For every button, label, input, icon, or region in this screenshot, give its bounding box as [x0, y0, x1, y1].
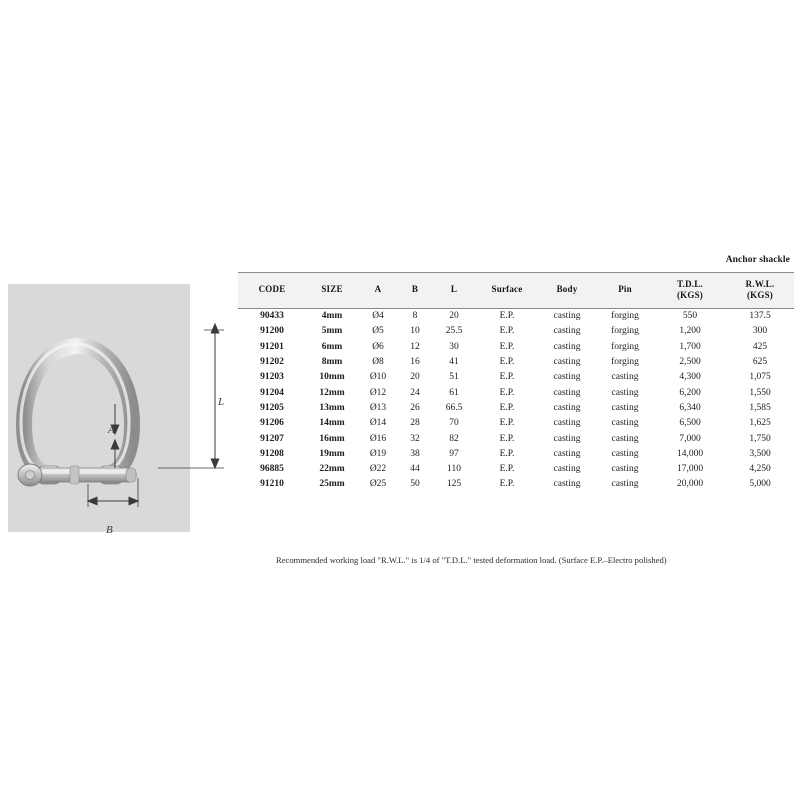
table-row [238, 385, 794, 400]
column-header-l: L [432, 273, 476, 309]
cell-size: 22mm [319, 464, 345, 475]
column-header-rwl-line1: R.W.L. [745, 278, 775, 289]
cell-a: Ø14 [369, 418, 387, 429]
cell-b: 28 [410, 418, 420, 429]
cell-body: casting [553, 433, 581, 444]
cell-size: 8mm [321, 357, 343, 368]
cell-body: casting [553, 479, 581, 490]
cell-l: 20 [449, 311, 459, 322]
cell-pin: casting [611, 418, 639, 429]
cell-body: casting [553, 357, 581, 368]
cell-tdl: 4,300 [679, 372, 701, 383]
cell-code: 91210 [260, 479, 284, 490]
table-row [238, 401, 794, 416]
cell-tdl: 1,700 [679, 341, 701, 352]
cell-size: 19mm [319, 448, 345, 459]
cell-size: 6mm [321, 341, 343, 352]
cell-b: 20 [410, 372, 420, 383]
table-row [238, 477, 794, 492]
cell-b: 26 [410, 402, 420, 413]
cell-code: 91203 [260, 372, 284, 383]
column-header-b: B [398, 273, 432, 309]
cell-tdl: 7,000 [679, 433, 701, 444]
dimension-label-l: L [218, 396, 225, 408]
cell-rwl: 4,250 [749, 464, 771, 475]
column-header-pin: Pin [596, 273, 654, 309]
cell-b: 50 [410, 479, 420, 490]
cell-code: 91205 [260, 402, 284, 413]
cell-surface: E.P. [499, 387, 515, 398]
cell-body: casting [553, 402, 581, 413]
cell-surface: E.P. [499, 464, 515, 475]
cell-a: Ø16 [369, 433, 387, 444]
product-image-panel [8, 284, 225, 536]
cell-l: 82 [449, 433, 459, 444]
cell-b: 32 [410, 433, 420, 444]
cell-a: Ø10 [369, 372, 387, 383]
cell-l: 70 [449, 418, 459, 429]
cell-surface: E.P. [499, 311, 515, 322]
column-header-surface: Surface [476, 273, 538, 309]
cell-code: 96885 [260, 464, 284, 475]
cell-tdl: 6,340 [679, 402, 701, 413]
cell-a: Ø22 [369, 464, 387, 475]
table-row [238, 370, 794, 385]
cell-size: 14mm [319, 418, 345, 429]
cell-code: 91208 [260, 448, 284, 459]
cell-l: 51 [449, 372, 459, 383]
cell-surface: E.P. [499, 418, 515, 429]
cell-body: casting [553, 372, 581, 383]
cell-code: 91204 [260, 387, 284, 398]
cell-pin: casting [611, 387, 639, 398]
cell-rwl: 5,000 [749, 479, 771, 490]
table-header-row [238, 273, 794, 309]
cell-body: casting [553, 448, 581, 459]
dimension-label-a: A [108, 424, 115, 436]
cell-a: Ø6 [372, 341, 384, 352]
cell-surface: E.P. [499, 479, 515, 490]
cell-a: Ø25 [369, 479, 387, 490]
cell-code: 91201 [260, 341, 284, 352]
cell-tdl: 6,500 [679, 418, 701, 429]
cell-rwl: 1,550 [749, 387, 771, 398]
cell-l: 30 [449, 341, 459, 352]
cell-surface: E.P. [499, 448, 515, 459]
cell-tdl: 14,000 [676, 448, 704, 459]
cell-rwl: 1,075 [749, 372, 771, 383]
cell-l: 97 [449, 448, 459, 459]
cell-size: 10mm [319, 372, 345, 383]
table-footnote: Recommended working load "R.W.L." is 1/4 of "T.D.L." tested deformation load. (Surface E.P.–Electro polished) [276, 555, 667, 565]
cell-code: 91206 [260, 418, 284, 429]
cell-pin: casting [611, 464, 639, 475]
cell-code: 90433 [260, 311, 284, 322]
column-header-body: Body [538, 273, 596, 309]
cell-pin: casting [611, 402, 639, 413]
cell-body: casting [553, 326, 581, 337]
cell-pin: forging [611, 311, 639, 322]
table-row [238, 324, 794, 339]
cell-b: 12 [410, 341, 420, 352]
cell-l: 125 [446, 479, 462, 490]
cell-rwl: 1,625 [749, 418, 771, 429]
cell-pin: casting [611, 479, 639, 490]
cell-size: 25mm [319, 479, 345, 490]
cell-b: 8 [412, 311, 418, 322]
dimension-label-b: B [106, 524, 113, 536]
table-row [238, 447, 794, 462]
cell-tdl: 550 [682, 311, 698, 322]
cell-b: 16 [410, 357, 420, 368]
cell-surface: E.P. [499, 341, 515, 352]
cell-rwl: 1,585 [749, 402, 771, 413]
cell-l: 41 [449, 357, 459, 368]
cell-a: Ø12 [369, 387, 387, 398]
cell-pin: forging [611, 357, 639, 368]
cell-a: Ø5 [372, 326, 384, 337]
cell-pin: casting [611, 433, 639, 444]
cell-rwl: 425 [752, 341, 768, 352]
cell-rwl: 137.5 [749, 311, 771, 322]
cell-a: Ø13 [369, 402, 387, 413]
cell-rwl: 1,750 [749, 433, 771, 444]
table-row [238, 355, 794, 370]
cell-body: casting [553, 341, 581, 352]
cell-size: 4mm [321, 311, 343, 322]
cell-pin: forging [611, 341, 639, 352]
cell-body: casting [553, 311, 581, 322]
cell-surface: E.P. [499, 402, 515, 413]
cell-surface: E.P. [499, 372, 515, 383]
cell-body: casting [553, 464, 581, 475]
cell-surface: E.P. [499, 326, 515, 337]
specification-table [238, 272, 794, 493]
cell-tdl: 17,000 [676, 464, 704, 475]
cell-b: 38 [410, 448, 420, 459]
cell-pin: casting [611, 372, 639, 383]
cell-pin: forging [611, 326, 639, 337]
column-header-tdl-line1: T.D.L. [677, 278, 703, 289]
table-row [238, 340, 794, 355]
table-row [238, 416, 794, 431]
column-header-tdl [654, 273, 726, 309]
cell-rwl: 3,500 [749, 448, 771, 459]
column-header-a: A [358, 273, 398, 309]
cell-tdl: 6,200 [679, 387, 701, 398]
cell-code: 91207 [260, 433, 284, 444]
column-header-size: SIZE [306, 273, 358, 309]
cell-size: 13mm [319, 402, 345, 413]
cell-b: 10 [410, 326, 420, 337]
cell-size: 12mm [319, 387, 345, 398]
cell-size: 5mm [321, 326, 343, 337]
column-header-code: CODE [238, 273, 306, 309]
cell-a: Ø4 [372, 311, 384, 322]
cell-pin: casting [611, 448, 639, 459]
table-body [238, 309, 794, 493]
cell-tdl: 2,500 [679, 357, 701, 368]
cell-tdl: 1,200 [679, 326, 701, 337]
column-header-rwl-line2: (KGS) [746, 290, 773, 300]
cell-l: 66.5 [445, 402, 463, 413]
cell-size: 16mm [319, 433, 345, 444]
cell-b: 24 [410, 387, 420, 398]
table-row [238, 431, 794, 446]
cell-body: casting [553, 387, 581, 398]
cell-code: 91202 [260, 357, 284, 368]
cell-a: Ø19 [369, 448, 387, 459]
cell-l: 25.5 [445, 326, 463, 337]
cell-surface: E.P. [499, 433, 515, 444]
cell-b: 44 [410, 464, 420, 475]
table-row [238, 462, 794, 477]
dimension-arrows [8, 278, 238, 538]
cell-a: Ø8 [372, 357, 384, 368]
cell-l: 61 [449, 387, 459, 398]
cell-body: casting [553, 418, 581, 429]
cell-tdl: 20,000 [676, 479, 704, 490]
table-row [238, 309, 794, 325]
cell-code: 91200 [260, 326, 284, 337]
cell-rwl: 625 [752, 357, 768, 368]
cell-rwl: 300 [752, 326, 768, 337]
cell-surface: E.P. [499, 357, 515, 368]
column-header-tdl-line2: (KGS) [676, 290, 703, 300]
column-header-rwl [726, 273, 794, 309]
table-group-title: Anchor shackle [725, 255, 790, 265]
cell-l: 110 [447, 464, 461, 475]
